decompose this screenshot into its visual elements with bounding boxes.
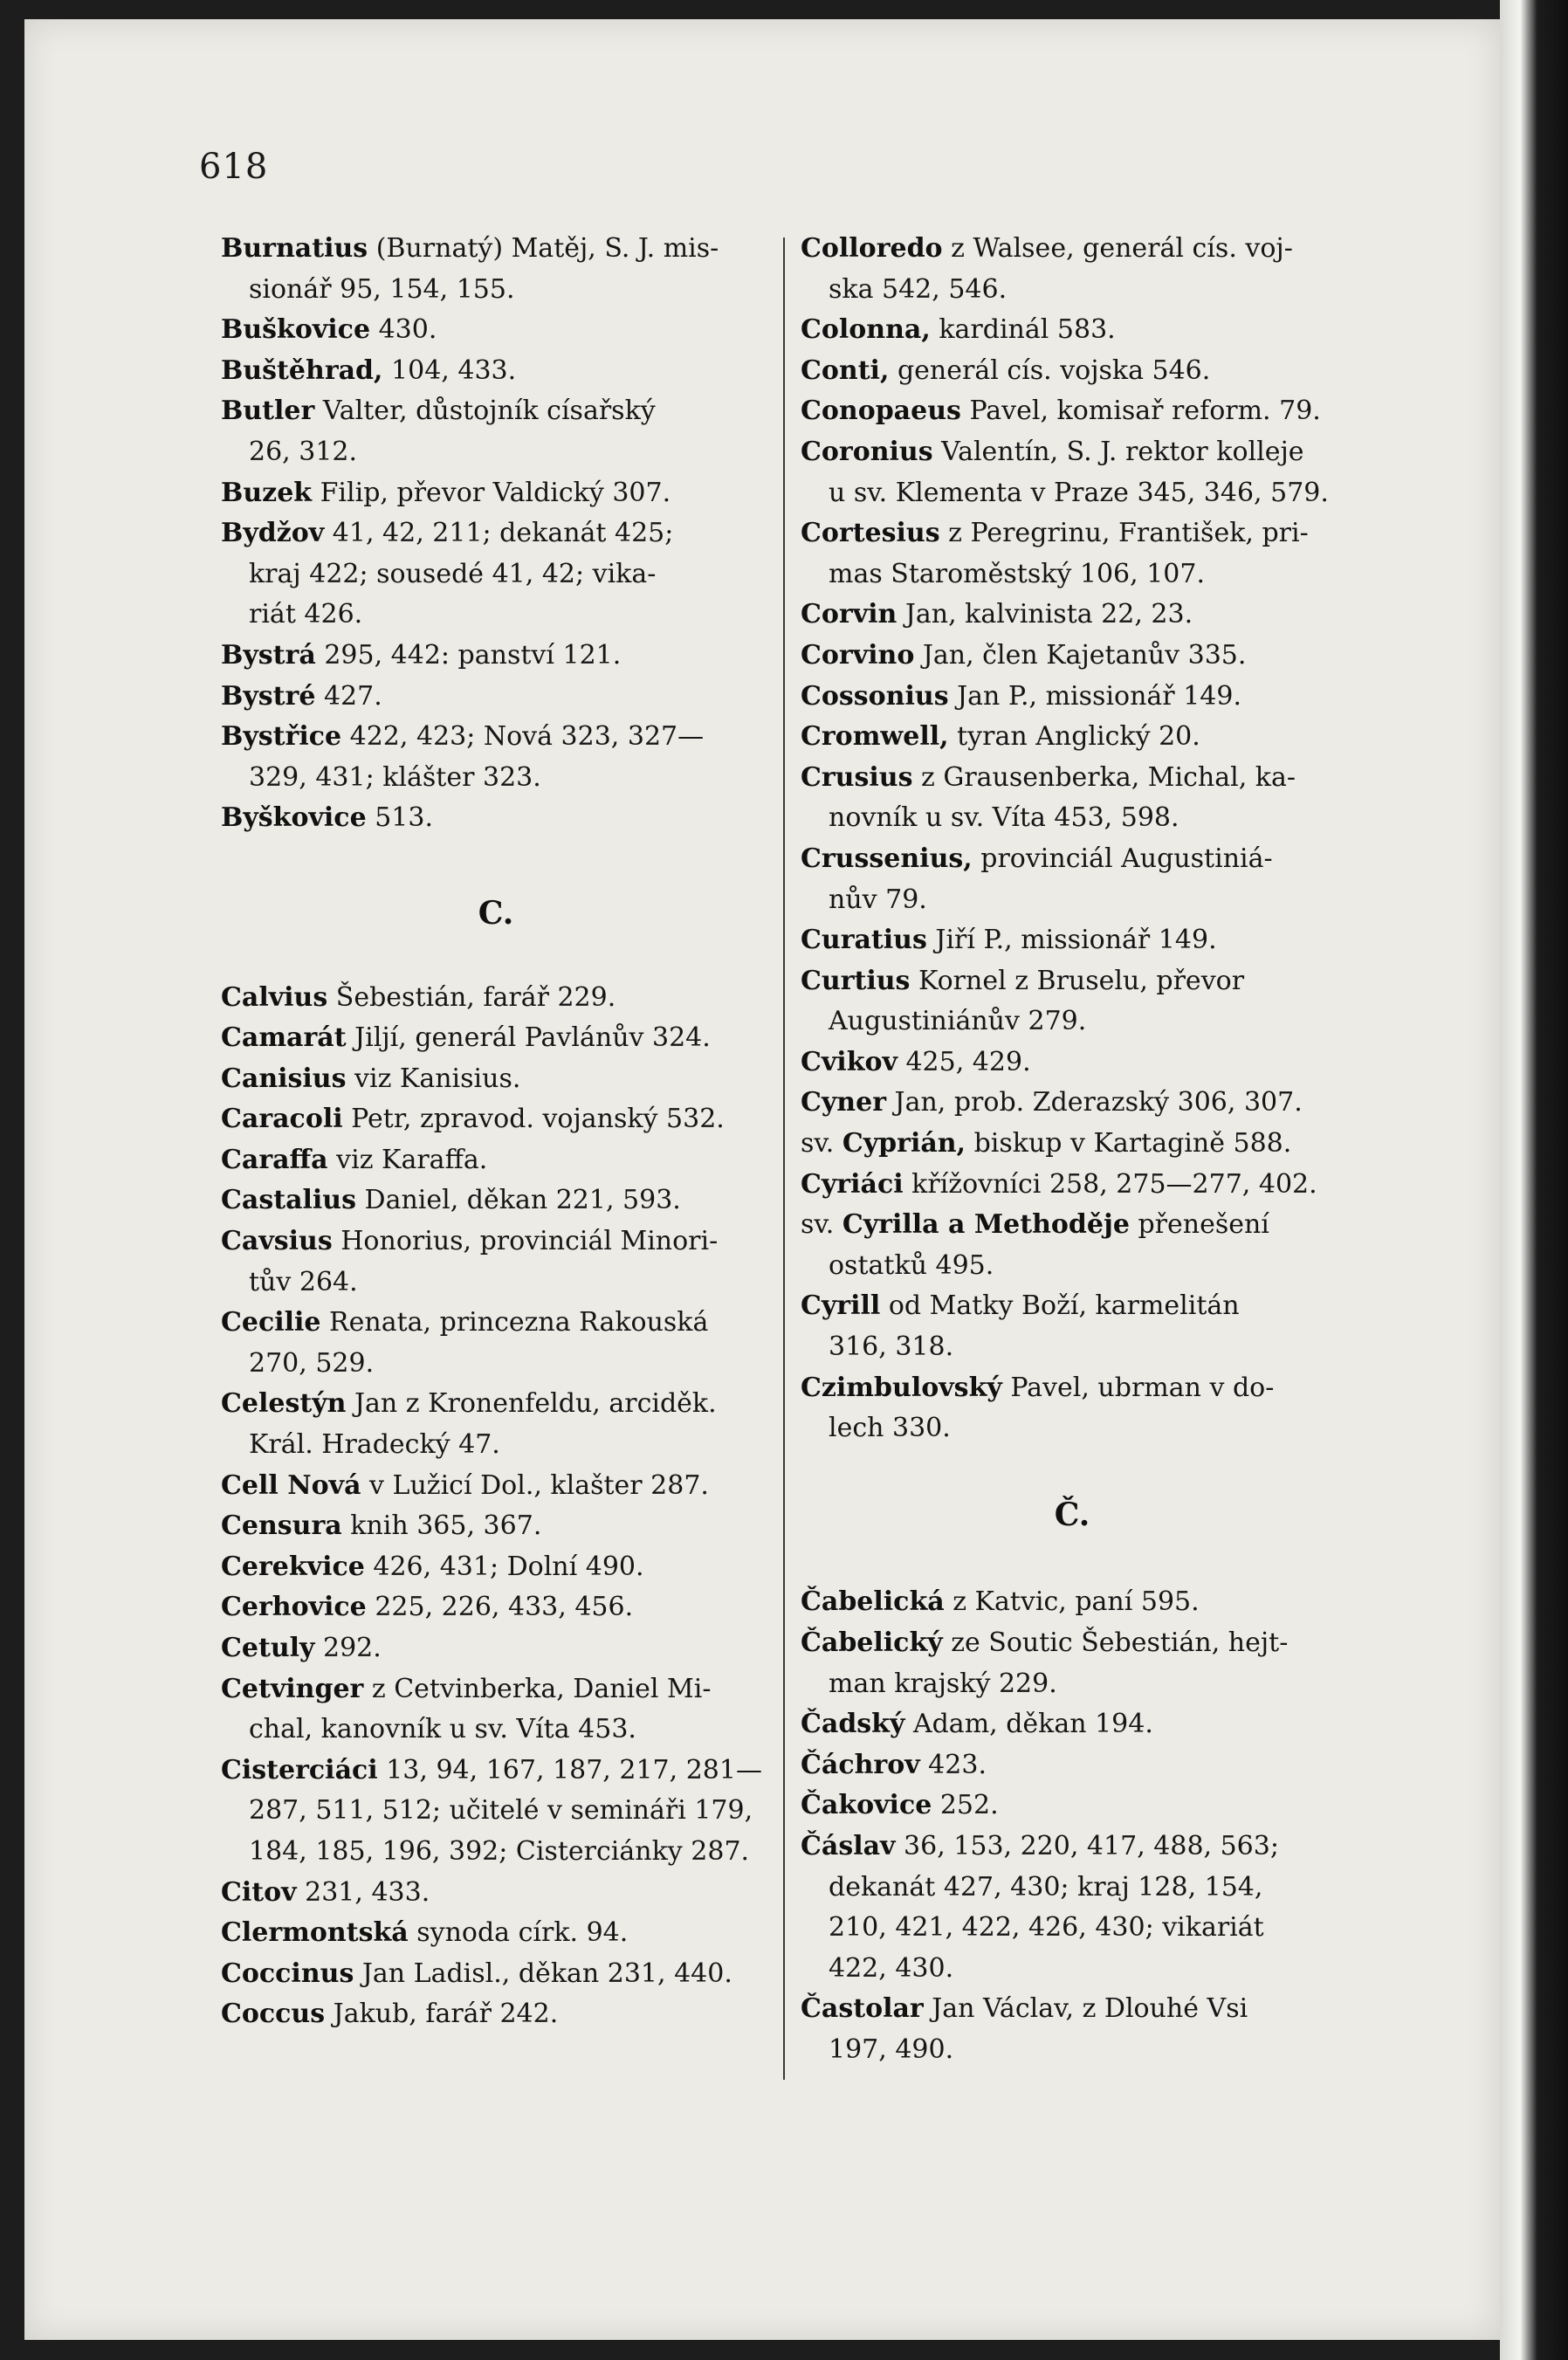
index-entry — [221, 513, 771, 636]
entry-headword: Cromwell, — [801, 721, 949, 753]
entry-continuation: mas Staroměstský 106, 107. — [829, 558, 1206, 589]
entry-headword: Crusius — [801, 761, 913, 793]
entry-text: Pavel, ubrman v do- — [1001, 1372, 1275, 1403]
entry-headword: Clermontská — [221, 1917, 409, 1949]
entry-headword: Cetuly — [221, 1633, 315, 1663]
entry-headword: Coccinus — [221, 1957, 354, 1989]
index-entry — [801, 961, 1344, 1042]
entry-headword: Censura — [221, 1510, 342, 1542]
entry-text: Jan P., missionář 149. — [948, 680, 1241, 712]
entry-headword: Bystrá — [221, 639, 316, 671]
entry-continuation: nův 79. — [829, 884, 927, 915]
index-entry — [801, 1042, 1344, 1084]
index-entry — [801, 1582, 1344, 1623]
entry-text: ze Soutic Šebestián, hejt- — [942, 1627, 1289, 1658]
index-entry — [221, 1303, 771, 1384]
entry-headword: Častolar — [801, 1993, 924, 2025]
entry-headword: Cyrill — [801, 1290, 881, 1322]
entry-text: Filip, převor Valdický 307. — [312, 477, 671, 508]
index-entry — [221, 310, 771, 351]
entry-text: generál cís. vojska 546. — [889, 354, 1211, 386]
entry-text: 13, 94, 167, 187, 217, 281— — [377, 1754, 762, 1785]
entry-headword: Caracoli — [221, 1104, 343, 1135]
entry-headword: Camarát — [221, 1022, 347, 1054]
entry-text: Adam, děkan 194. — [904, 1709, 1153, 1740]
entry-text: Jiří P., missionář 149. — [926, 925, 1217, 956]
entry-text: Jan Václav, z Dlouhé Vsi — [923, 1993, 1248, 2025]
entry-headword: Cell Nová — [221, 1469, 361, 1501]
entry-text: Jan, prob. Zderazský 306, 307. — [886, 1087, 1303, 1118]
index-entry — [221, 1547, 771, 1588]
entry-headword: Burnatius — [221, 233, 368, 264]
entry-continuation: kraj 422; sousedé 41, 42; vika- — [249, 558, 657, 589]
entry-headword: Cerekvice — [221, 1551, 365, 1582]
entry-text: Renata, princezna Rakouská — [320, 1307, 709, 1338]
entry-text: Kornel z Bruselu, převor — [910, 965, 1245, 996]
index-entry — [801, 1286, 1344, 1367]
index-entry — [801, 1124, 1344, 1165]
entry-headword: Castalius — [221, 1185, 356, 1216]
entry-continuation: 26, 312. — [249, 436, 358, 467]
entry-text: v Lužicí Dol., klašter 287. — [361, 1469, 709, 1501]
index-entry — [221, 1751, 771, 1873]
entry-continuation: dekanát 427, 430; kraj 128, 154, — [829, 1871, 1263, 1902]
entry-text: křížovníci 258, 275—277, 402. — [903, 1168, 1317, 1200]
entry-continuation: 270, 529. — [249, 1347, 375, 1379]
entry-text: 36, 153, 220, 417, 488, 563; — [895, 1830, 1279, 1861]
entry-headword: Coccus — [221, 1999, 326, 2030]
section-heading: C. — [478, 894, 514, 932]
entry-headword: Conopaeus — [801, 396, 961, 427]
entry-continuation: man krajský 229. — [829, 1668, 1057, 1699]
index-entry — [221, 1180, 771, 1221]
entry-headword: Čáchrov — [801, 1749, 920, 1780]
entry-text: Jan Ladisl., děkan 231, 440. — [354, 1957, 732, 1989]
entry-headword: Bystřice — [221, 721, 342, 753]
index-entry — [221, 1506, 771, 1547]
index-entry — [221, 1669, 771, 1751]
entry-text: Valentín, S. J. rektor kolleje — [932, 436, 1304, 467]
index-entry — [801, 1368, 1344, 1449]
index-entry — [221, 1466, 771, 1507]
entry-text: 426, 431; Dolní 490. — [364, 1551, 644, 1582]
entry-text: 292. — [314, 1633, 382, 1663]
index-entry — [801, 636, 1344, 677]
entry-headword: Cvikov — [801, 1046, 897, 1077]
index-entry — [221, 1873, 771, 1914]
entry-headword: Butler — [221, 396, 315, 427]
index-entry — [801, 351, 1344, 392]
entry-headword: Curatius — [801, 925, 927, 956]
entry-continuation: riát 426. — [249, 599, 363, 630]
index-entry — [221, 229, 771, 310]
entry-headword: Byškovice — [221, 802, 367, 834]
entry-text: Pavel, komisař reform. 79. — [960, 396, 1321, 427]
entry-text: 295, 442: panství 121. — [315, 639, 622, 671]
entry-text: synoda círk. 94. — [408, 1917, 629, 1949]
entry-text: 422, 423; Nová 323, 327— — [341, 721, 705, 753]
index-entry — [221, 1913, 771, 1954]
entry-headword: Conti, — [801, 354, 890, 386]
entry-text: Valter, důstojník císařský — [314, 396, 656, 427]
entry-headword: Caraffa — [221, 1144, 328, 1175]
entry-continuation: 210, 421, 422, 426, 430; vikariát — [829, 1912, 1264, 1944]
entry-continuation: 316, 318. — [829, 1331, 954, 1363]
index-entry — [221, 1059, 771, 1100]
entry-continuation: ska 542, 546. — [829, 273, 1008, 305]
entry-headword: Cavsius — [221, 1226, 333, 1257]
index-entry — [801, 717, 1344, 758]
entry-text: biskup v Kartagině 588. — [966, 1128, 1292, 1159]
entry-continuation: lech 330. — [829, 1413, 951, 1444]
entry-text: přenešení — [1129, 1209, 1269, 1241]
entry-text: 231, 433. — [296, 1876, 430, 1908]
entry-text: viz Karaffa. — [327, 1144, 488, 1175]
entry-continuation: 329, 431; klášter 323. — [249, 761, 541, 793]
index-entry — [801, 1165, 1344, 1206]
index-entry — [221, 1221, 771, 1303]
index-entry — [801, 1827, 1344, 1989]
entry-continuation: 422, 430. — [829, 1952, 954, 1984]
entry-text: 252. — [932, 1790, 999, 1821]
entry-headword: Čabelická — [801, 1586, 945, 1618]
index-entry — [221, 1628, 771, 1669]
index-entry — [801, 432, 1344, 513]
entry-text: (Burnatý) Matěj, S. J. mis- — [368, 233, 719, 264]
entry-headword: Čáslav — [801, 1830, 896, 1861]
entry-headword: Crussenius, — [801, 843, 973, 874]
entry-headword: Czimbulovský — [801, 1372, 1002, 1403]
entry-text: z Katvic, paní 595. — [944, 1586, 1200, 1618]
index-entry — [801, 1083, 1344, 1124]
index-entry — [221, 1099, 771, 1140]
entry-headword: Curtius — [801, 965, 911, 996]
index-column-left — [221, 229, 771, 2035]
entry-continuation: u sv. Klementa v Praze 345, 346, 579. — [829, 477, 1329, 508]
entry-headword: Cecilie — [221, 1307, 321, 1338]
entry-headword: Corvino — [801, 639, 915, 671]
index-entry — [801, 1623, 1344, 1704]
index-entry — [221, 351, 771, 392]
entry-text: z Grausenberka, Michal, ka- — [912, 761, 1296, 793]
entry-text: Jan, člen Kajetanův 335. — [914, 639, 1247, 671]
entry-text: Jan, kalvinista 22, 23. — [897, 599, 1193, 630]
index-entry — [221, 391, 771, 472]
entry-headword: Buštěhrad, — [221, 354, 383, 386]
index-entry — [801, 1745, 1344, 1786]
index-entry — [801, 920, 1344, 961]
page-number: 618 — [199, 147, 269, 187]
entry-headword: Cerhovice — [221, 1592, 367, 1623]
entry-text: 41, 42, 211; dekanát 425; — [324, 518, 674, 549]
entry-headword: Čadský — [801, 1709, 905, 1740]
entry-headword: Celestýn — [221, 1388, 347, 1420]
entry-text: Daniel, děkan 221, 593. — [356, 1185, 681, 1216]
entry-text: Šebestián, farář 229. — [327, 981, 616, 1013]
index-column-right — [801, 229, 1344, 2071]
index-entry — [221, 677, 771, 718]
entry-continuation: Král. Hradecký 47. — [249, 1429, 500, 1461]
index-entry — [221, 1954, 771, 1995]
entry-text: Jiljí, generál Pavlánův 324. — [346, 1022, 711, 1054]
entry-continuation: 197, 490. — [829, 2033, 954, 2065]
entry-continuation: ostatků 495. — [829, 1249, 994, 1281]
entry-text: provinciál Augustiniá- — [972, 843, 1273, 874]
index-entry — [801, 758, 1344, 839]
entry-text: Jakub, farář 242. — [325, 1999, 559, 2030]
index-entry — [221, 717, 771, 798]
entry-headword: Buzek — [221, 477, 313, 508]
entry-text: viz Kanisius. — [346, 1063, 521, 1094]
entry-headword: Cisterciáci — [221, 1754, 378, 1785]
index-entry — [801, 229, 1344, 310]
entry-text: kardinál 583. — [930, 314, 1116, 346]
entry-continuation: 287, 511, 512; učitelé v semináři 179, — [249, 1795, 753, 1827]
entry-headword: Colonna, — [801, 314, 931, 346]
entry-headword: Coronius — [801, 436, 933, 467]
entry-headword: Bydžov — [221, 518, 325, 549]
entry-text: od Matky Boží, karmelitán — [880, 1290, 1240, 1322]
entry-text: 225, 226, 433, 456. — [366, 1592, 634, 1623]
index-entry — [221, 1018, 771, 1059]
entry-text: tyran Anglický 20. — [948, 721, 1200, 753]
index-entry — [221, 1994, 771, 2035]
entry-text: Petr, zpravod. vojanský 532. — [342, 1104, 725, 1135]
entry-continuation: novník u sv. Víta 453, 598. — [829, 802, 1179, 834]
entry-continuation: Augustiniánův 279. — [829, 1006, 1087, 1037]
index-entry — [801, 391, 1344, 432]
entry-headword: Cyriáci — [801, 1168, 904, 1200]
index-entry — [801, 1205, 1344, 1286]
index-entry — [221, 1587, 771, 1628]
entry-headword: Cetvinger — [221, 1673, 364, 1704]
index-entry — [801, 1785, 1344, 1827]
entry-headword: Buškovice — [221, 314, 371, 346]
index-entry — [221, 1384, 771, 1465]
entry-headword: Colloredo — [801, 233, 943, 264]
entry-headword: Cyprián, — [842, 1128, 966, 1159]
entry-headword: Cyner — [801, 1087, 887, 1118]
index-entry — [221, 473, 771, 514]
index-entry — [221, 978, 771, 1019]
entry-headword: Čakovice — [801, 1790, 932, 1821]
entry-headword: Corvin — [801, 599, 897, 630]
entry-text: z Cetvinberka, Daniel Mi- — [363, 1673, 712, 1704]
entry-headword: Cossonius — [801, 680, 949, 712]
index-entry — [801, 839, 1344, 920]
entry-text: 513. — [366, 802, 433, 834]
entry-text: 430. — [370, 314, 437, 346]
entry-text: Honorius, provinciál Minori- — [332, 1226, 719, 1257]
entry-headword: Calvius — [221, 981, 328, 1013]
entry-text: 104, 433. — [382, 354, 517, 386]
entry-headword: Cortesius — [801, 518, 940, 549]
entry-headword: Cyrilla a Methoděje — [842, 1209, 1130, 1241]
index-entry — [801, 1989, 1344, 2070]
index-entry — [801, 595, 1344, 636]
index-entry — [801, 1704, 1344, 1745]
entry-continuation: tův 264. — [249, 1266, 358, 1297]
entry-continuation: 184, 185, 196, 392; Cisterciánky 287. — [249, 1835, 750, 1867]
entry-text: Jan z Kronenfeldu, arciděk. — [346, 1388, 717, 1420]
entry-headword: Canisius — [221, 1063, 347, 1094]
index-entry — [801, 513, 1344, 595]
entry-text: 423. — [919, 1749, 987, 1780]
entry-text: z Peregrinu, František, pri- — [939, 518, 1309, 549]
entry-headword: Bystré — [221, 680, 316, 712]
index-entry — [221, 798, 771, 839]
entry-text: z Walsee, generál cís. voj- — [942, 233, 1293, 264]
entry-prefix: sv. — [801, 1128, 842, 1159]
entry-headword: Čabelický — [801, 1627, 943, 1658]
index-entry — [801, 677, 1344, 718]
entry-headword: Citov — [221, 1876, 297, 1908]
entry-text: 427. — [315, 680, 382, 712]
entry-prefix: sv. — [801, 1209, 842, 1241]
index-entry — [221, 1140, 771, 1181]
page-edge-shadow — [1500, 0, 1568, 2360]
index-entry — [221, 636, 771, 677]
entry-text: knih 365, 367. — [341, 1510, 542, 1542]
entry-continuation: sionář 95, 154, 155. — [249, 273, 515, 305]
entry-continuation: chal, kanovník u sv. Víta 453. — [249, 1714, 636, 1745]
index-entry — [801, 310, 1344, 351]
column-divider — [783, 237, 785, 2080]
entry-text: 425, 429. — [897, 1046, 1031, 1077]
section-heading: Č. — [1054, 1496, 1090, 1533]
